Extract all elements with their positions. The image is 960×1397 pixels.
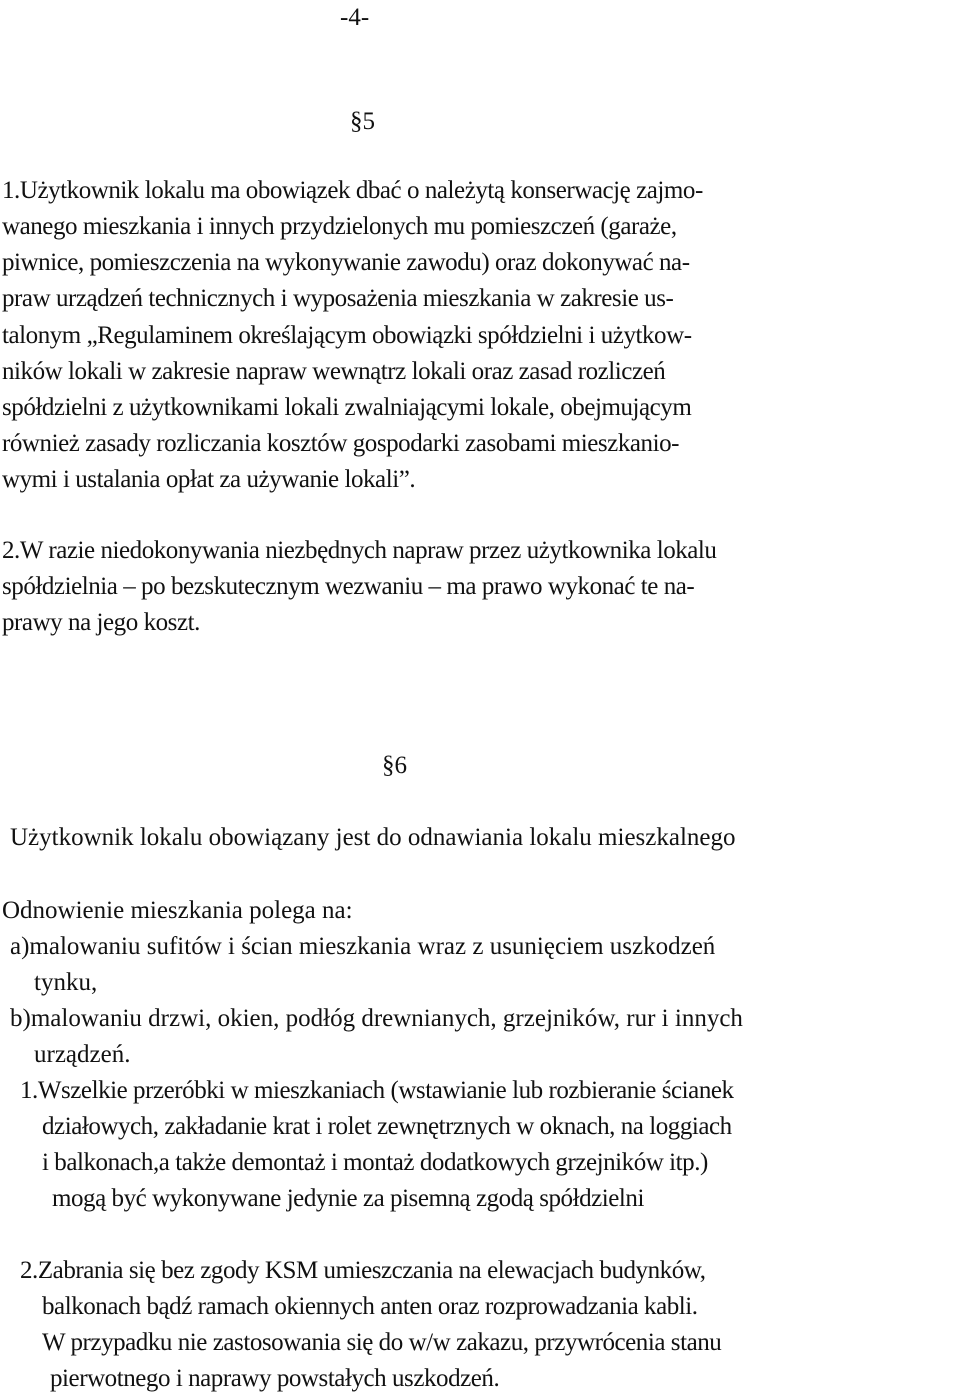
section-6-heading: §6 [382,752,407,779]
text-line: wanego mieszkania i innych przydzielonych mu pomieszczeń (garaże, [2,213,677,240]
text-line: balkonach bądź ramach okiennych anten oraz rozprowadzania kabli. [42,1293,698,1320]
page-number: -4- [340,4,370,31]
text-line: ników lokali w zakresie napraw wewnątrz lokali oraz zasad rozliczeń [2,358,666,385]
text-line: 2.Zabrania się bez zgody KSM umieszczania na elewacjach budynków, [20,1257,706,1284]
text-line: 1.Użytkownik lokalu ma obowiązek dbać o należytą konserwację zajmo- [2,177,703,204]
text-line: pierwotnego i naprawy powstałych uszkodzeń. [50,1365,500,1392]
text-line: działowych, zakładanie krat i rolet zewnętrznych w oknach, na loggiach [42,1113,732,1140]
text-line: spółdzielnia – po bezskutecznym wezwaniu – ma prawo wykonać te na- [2,573,695,600]
text-line: również zasady rozliczania kosztów gospodarki zasobami mieszkanio- [2,430,679,457]
text-line: spółdzielni z użytkownikami lokali zwalniającymi lokale, obejmującym [2,394,692,421]
text-line: prawy na jego koszt. [2,609,200,636]
text-line: W przypadku nie zastosowania się do w/w zakazu, przywrócenia stanu [42,1329,722,1356]
text-line: mogą być wykonywane jedynie za pisemną zgodą spółdzielni [52,1185,644,1212]
section-5-heading: §5 [350,108,375,135]
text-line: 2.W razie niedokonywania niezbędnych napraw przez użytkownika lokalu [2,537,717,564]
text-line: b)malowaniu drzwi, okien, podłóg drewnianych, grzejników, rur i innych [10,1005,743,1032]
text-line: piwnice, pomieszczenia na wykonywanie zawodu) oraz dokonywać na- [2,249,690,276]
text-line: i balkonach,a także demontaż i montaż dodatkowych grzejników itp.) [42,1149,708,1176]
section-6-intro: Użytkownik lokalu obowiązany jest do odnawiania lokalu mieszkalnego [10,824,736,851]
text-line: 1.Wszelkie przeróbki w mieszkaniach (wstawianie lub rozbieranie ścianek [20,1077,734,1104]
text-line: urządzeń. [34,1041,131,1068]
text-line: a)malowaniu sufitów i ścian mieszkania wraz z usunięciem uszkodzeń [10,933,716,960]
text-line: talonym „Regulaminem określającym obowiązki spółdzielni i użytkow- [2,322,692,349]
text-line: tynku, [34,969,98,996]
renewal-heading: Odnowienie mieszkania polega na: [2,897,353,924]
text-line: praw urządzeń technicznych i wyposażenia mieszkania w zakresie us- [2,285,674,312]
text-line: wymi i ustalania opłat za używanie lokali”. [2,466,416,493]
